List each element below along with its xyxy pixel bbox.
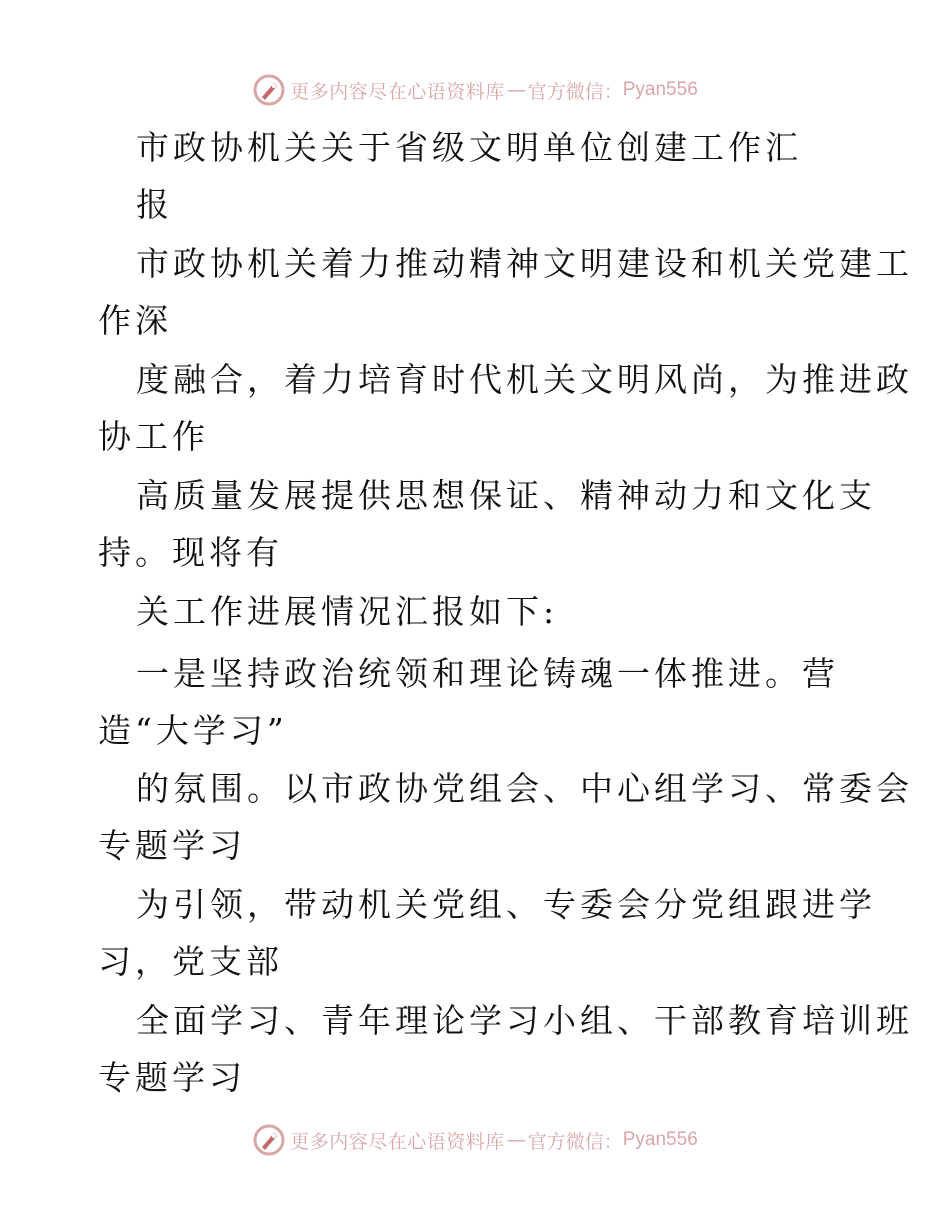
pen-nib-logo-icon: [252, 1123, 286, 1157]
watermark-text: 更多内容尽在心语资料库: [290, 1130, 505, 1153]
document-title-line-2: 报: [136, 185, 173, 224]
watermark-label: 官方微信：: [527, 80, 623, 103]
watermark-label: 官方微信：: [527, 1130, 623, 1153]
paragraph-line: 为引领，带动机关党组、专委会分党组跟进学: [136, 885, 876, 924]
paragraph-line: 的氛围。以市政协党组会、中心组学习、常委会: [136, 769, 913, 808]
paragraph-line: 持。现将有: [98, 533, 283, 572]
paragraph-line: 市政协机关着力推动精神文明建设和机关党建工: [136, 244, 913, 283]
paragraph-line: 习，党支部: [98, 942, 283, 981]
paragraph-line: 高质量发展提供思想保证、精神动力和文化支: [136, 476, 876, 515]
paragraph-line: 一是坚持政治统领和理论铸魂一体推进。营: [136, 654, 839, 693]
paragraph-line: 专题学习: [98, 1058, 246, 1097]
paragraph-line: 度融合，着力培育时代机关文明风尚，为推进政: [136, 360, 913, 399]
document-title-line-1: 市政协机关关于省级文明单位创建工作汇: [136, 128, 802, 167]
paragraph-line: 关工作进展情况汇报如下:: [136, 592, 559, 631]
paragraph-line: 专题学习: [98, 826, 246, 865]
watermark-id: Pyan556: [622, 79, 698, 100]
paragraph-line: 协工作: [98, 417, 209, 456]
watermark-separator: —: [506, 79, 526, 101]
paragraph-line: 造“大学习”: [98, 711, 288, 750]
watermark-id: Pyan556: [622, 1129, 698, 1150]
watermark-separator: —: [506, 1129, 526, 1151]
paragraph-line: 作深: [98, 301, 172, 340]
footer-watermark: [0, 1120, 950, 1160]
watermark-text: 更多内容尽在心语资料库: [290, 80, 505, 103]
paragraph-line: 全面学习、青年理论学习小组、干部教育培训班: [136, 1001, 913, 1040]
